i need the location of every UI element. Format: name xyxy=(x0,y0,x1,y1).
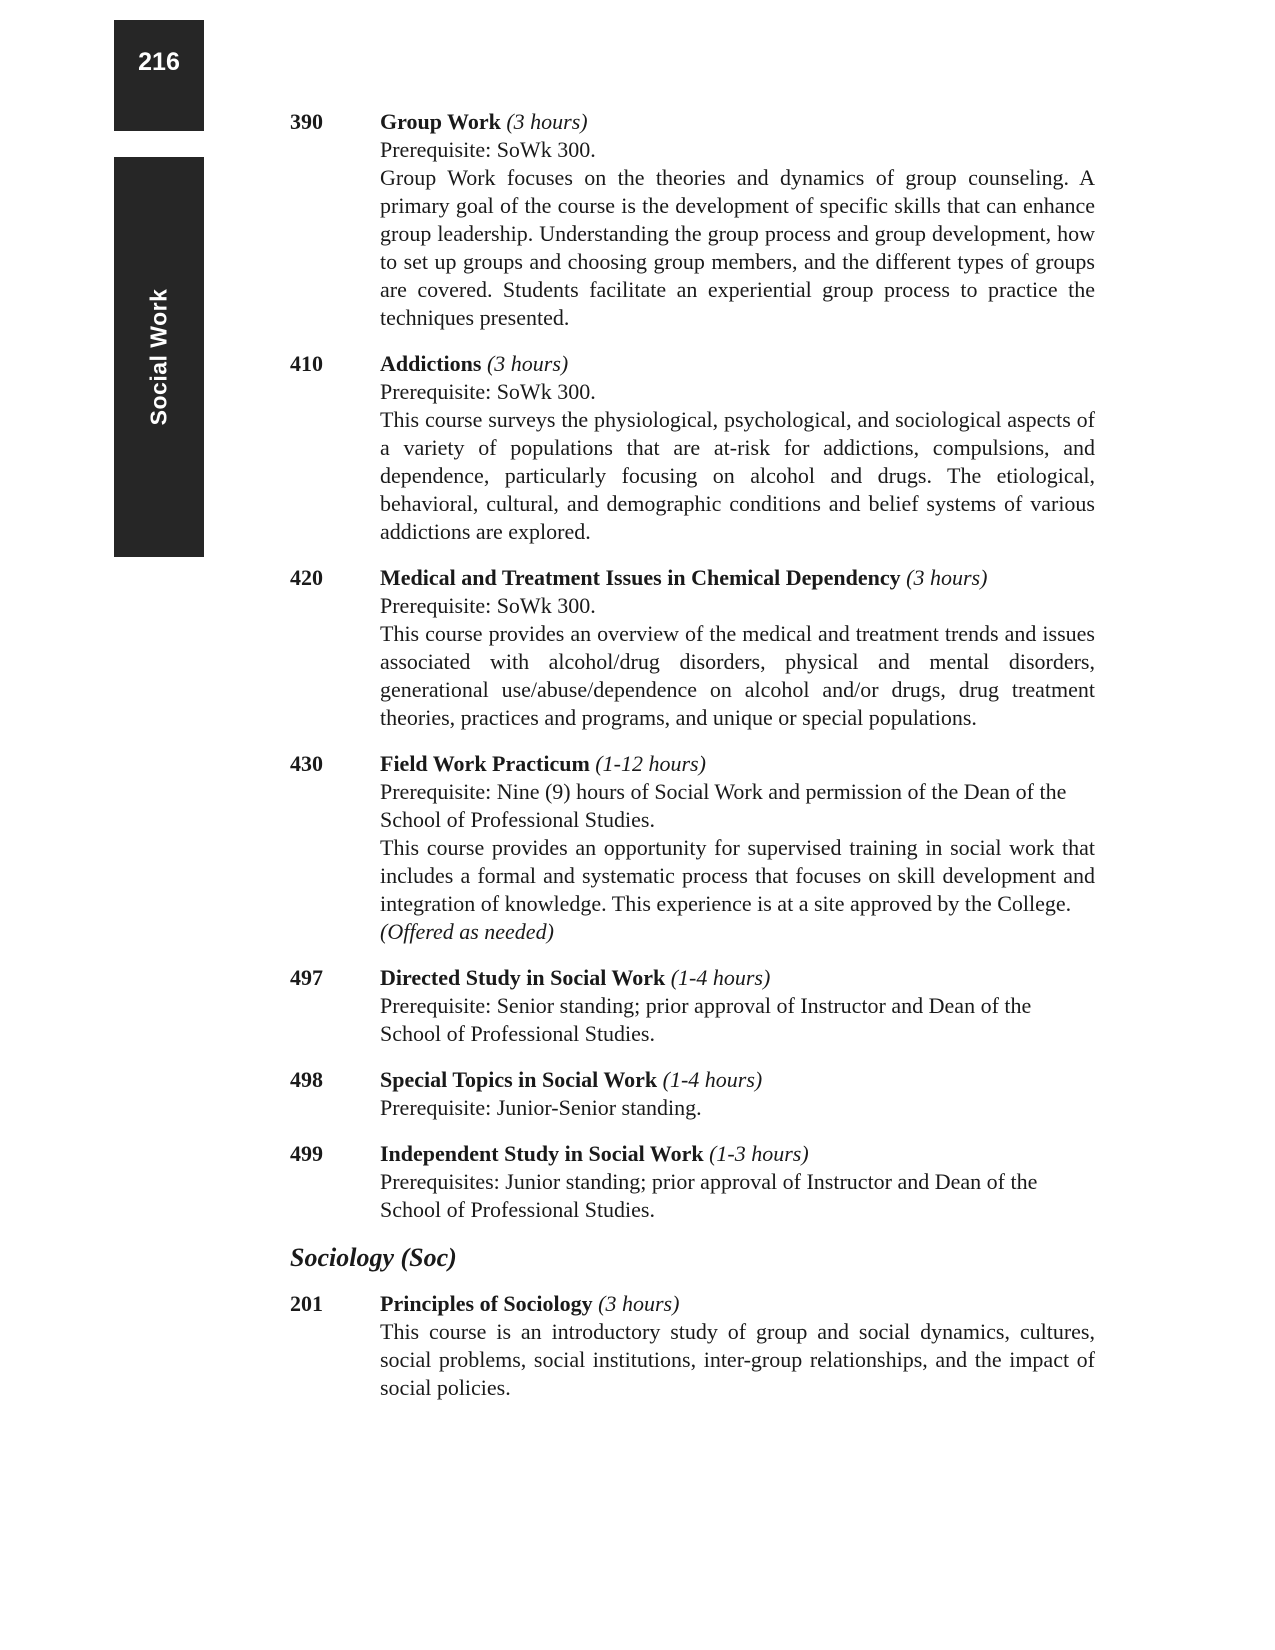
course-prerequisite: Prerequisite: Junior-Senior standing. xyxy=(380,1095,702,1120)
course-prerequisite: Prerequisite: SoWk 300. xyxy=(380,593,596,618)
course-description: This course provides an opportunity for supervised training in social work that includes a formal and systematic process that focuses on skill development and integration of knowledge. This experience is at a site approved by the College. xyxy=(380,835,1095,916)
course-number: 390 xyxy=(290,109,323,134)
course-number: 498 xyxy=(290,1067,323,1092)
course-list xyxy=(290,108,1095,1420)
course-hours: (1-12 hours) xyxy=(595,751,706,776)
course-hours: (3 hours) xyxy=(506,109,588,134)
course-number: 430 xyxy=(290,751,323,776)
course-hours: (1-4 hours) xyxy=(662,1067,763,1092)
course-title: Field Work Practicum xyxy=(380,751,590,776)
course-title: Special Topics in Social Work xyxy=(380,1067,658,1092)
page-number xyxy=(114,20,204,131)
course-title: Independent Study in Social Work xyxy=(380,1141,704,1166)
course-prerequisite: Prerequisite: SoWk 300. xyxy=(380,379,596,404)
course-prerequisite: Prerequisite: SoWk 300. xyxy=(380,137,596,162)
course-hours: (3 hours) xyxy=(486,351,569,376)
course-title: Group Work xyxy=(380,109,501,134)
course-hours: (1-4 hours) xyxy=(670,965,771,990)
course-prerequisite: Prerequisite: Senior standing; prior approval of Instructor and Dean of the School of Professional Studies. xyxy=(380,993,1032,1046)
course-number: 410 xyxy=(290,351,323,376)
section-tab xyxy=(114,157,204,557)
course-390 xyxy=(290,108,1095,332)
course-prerequisite: Prerequisite: Nine (9) hours of Social Work and permission of the Dean of the School of Professional Studies. xyxy=(380,779,1067,832)
section-tab-label: Social Work xyxy=(145,288,172,426)
course-410 xyxy=(290,350,1095,546)
course-420 xyxy=(290,564,1095,732)
course-title: Directed Study in Social Work xyxy=(380,965,666,990)
course-hours: (1-3 hours) xyxy=(709,1141,809,1166)
course-hours: (3 hours) xyxy=(906,565,988,590)
page-number-text: 216 xyxy=(138,48,180,76)
course-number: 497 xyxy=(290,965,323,990)
course-description: This course provides an overview of the medical and treatment trends and issues associated with alcohol/drug disorders, physical and mental disorders, generational use/abuse/dependence on alcohol and/or drugs, drug treatment theories, practices and programs, and unique or special populations. xyxy=(380,621,1095,730)
section-heading-sociology: Sociology (Soc) xyxy=(290,1243,457,1272)
course-number: 201 xyxy=(290,1291,323,1316)
course-498 xyxy=(290,1066,1095,1122)
course-hours: (3 hours) xyxy=(598,1291,680,1316)
course-title: Medical and Treatment Issues in Chemical Dependency xyxy=(380,565,901,590)
course-430 xyxy=(290,750,1095,946)
course-description: This course surveys the physiological, psychological, and sociological aspects of a variety of populations that are at-risk for addictions, compulsions, and dependence, particularly focusing on alcohol and drugs. The etiological, behavioral, cultural, and demographic conditions and belief systems of various addictions are explored. xyxy=(380,407,1095,544)
course-title: Addictions xyxy=(380,351,482,376)
course-201 xyxy=(290,1290,1095,1402)
course-number: 420 xyxy=(290,565,323,590)
course-description: This course is an introductory study of group and social dynamics, cultures, social problems, social institutions, inter-group relationships, and the impact of social policies. xyxy=(380,1319,1095,1400)
course-note: (Offered as needed) xyxy=(380,919,554,944)
course-number: 499 xyxy=(290,1141,323,1166)
course-description: Group Work focuses on the theories and dynamics of group counseling. A primary goal of the course is the development of specific skills that can enhance group leadership. Understanding the group process and group development, how to set up groups and choosing group members, and the different types of groups are covered. Students facilitate an experiential group process to practice the techniques presented. xyxy=(380,165,1095,330)
course-prerequisite: Prerequisites: Junior standing; prior approval of Instructor and Dean of the School of Professional Studies. xyxy=(380,1169,1038,1222)
course-499 xyxy=(290,1140,1095,1224)
course-497 xyxy=(290,964,1095,1048)
course-title: Principles of Sociology xyxy=(380,1291,593,1316)
